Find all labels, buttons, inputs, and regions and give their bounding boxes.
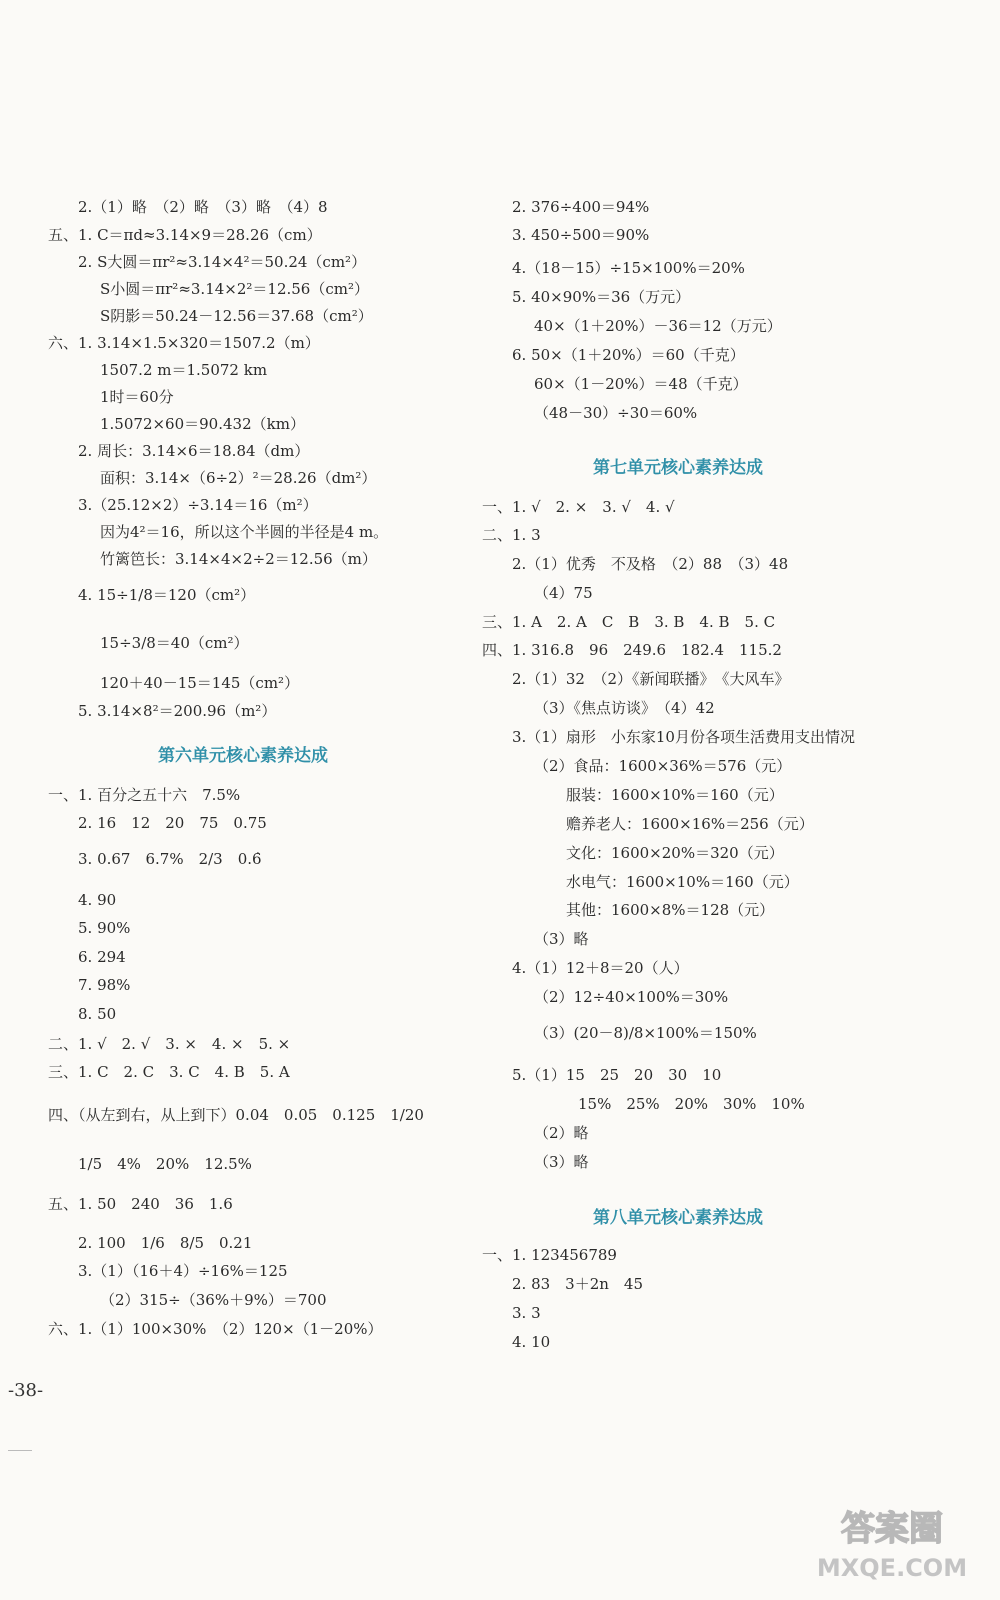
answer-line: 1时＝60分	[100, 388, 174, 406]
answer-line: 4.（1）12＋8＝20（人）	[512, 959, 689, 977]
answer-line: 二、1. 3	[482, 526, 541, 544]
answer-line: 4.（18－15）÷15×100%＝20%	[512, 259, 745, 277]
answer-line: 2.（1）略 （2）略 （3）略 （4）8	[78, 198, 328, 216]
answer-line: 5.（1）15 25 20 30 10	[512, 1066, 722, 1084]
answer-line: 其他：1600×8%＝128（元）	[566, 901, 775, 919]
answer-line: 五、1. 50 240 36 1.6	[48, 1195, 233, 1213]
answer-line: 一、1. 百分之五十六 7.5%	[48, 786, 241, 804]
answer-line: 4. 15÷1/8＝120（cm²）	[78, 586, 256, 604]
answer-line: （3）(20－8)/8×100%＝150%	[534, 1024, 757, 1042]
answer-line: （2）食品：1600×36%＝576（元）	[534, 757, 792, 775]
answer-line: （3）略	[534, 930, 589, 948]
answer-line: 三、1. A 2. A C B 3. B 4. B 5. C	[482, 613, 776, 631]
answer-line: 一、1. 123456789	[482, 1246, 617, 1264]
footer-divider	[8, 1450, 32, 1451]
answer-line: 1.5072×60＝90.432（km）	[100, 415, 305, 433]
answer-line: （4）75	[534, 584, 593, 602]
answer-line: 4. 90	[78, 891, 117, 909]
answer-line: 3.（25.12×2）÷3.14＝16（m²）	[78, 496, 318, 514]
page-number: -38-	[8, 1380, 44, 1401]
answer-line: 2.（1）32 （2）《新闻联播》 《大风车》	[512, 670, 790, 688]
answer-line: 2. 376÷400＝94%	[512, 198, 650, 216]
answer-line: 水电气：1600×10%＝160（元）	[566, 873, 799, 891]
answer-line: 3. 3	[512, 1304, 541, 1322]
answer-line: 5. 40×90%＝36（万元）	[512, 288, 691, 306]
answer-line: 3.（1）扇形 小东家10月份各项生活费用支出情况	[512, 728, 855, 746]
answer-line: S小圆＝πr²≈3.14×2²＝12.56（cm²）	[100, 280, 369, 298]
answer-line: 120＋40－15＝145（cm²）	[100, 674, 300, 692]
answer-line: 6. 50×（1＋20%）＝60（千克）	[512, 346, 745, 364]
answer-line: 15÷3/8＝40（cm²）	[100, 634, 249, 652]
heading-unit8: 第八单元核心素养达成	[593, 1208, 763, 1228]
answer-line: 因为4²＝16，所以这个半圆的半径是4 m。	[100, 523, 389, 541]
answer-line: 3.（1）（16＋4）÷16%＝125	[78, 1262, 288, 1280]
answer-line: 2. 16 12 20 75 0.75	[78, 814, 267, 832]
answer-line: 六、1. 3.14×1.5×320＝1507.2（m）	[48, 334, 320, 352]
heading-unit7: 第七单元核心素养达成	[593, 458, 763, 478]
answer-line: （2）略	[534, 1124, 589, 1142]
answer-line: 5. 90%	[78, 919, 131, 937]
answer-line: 60×（1－20%）＝48（千克）	[534, 375, 748, 393]
answer-line: 五、1. C＝πd≈3.14×9＝28.26（cm）	[48, 226, 322, 244]
answer-line: 1/5 4% 20% 12.5%	[78, 1155, 252, 1173]
answer-line: 2. S大圆＝πr²≈3.14×4²＝50.24（cm²）	[78, 253, 367, 271]
answer-line: （48－30）÷30＝60%	[534, 404, 698, 422]
answer-line: 3. 450÷500＝90%	[512, 226, 650, 244]
answer-line: 7. 98%	[78, 976, 131, 994]
answer-line: 2. 100 1/6 8/5 0.21	[78, 1234, 253, 1252]
answer-line: 一、1. √ 2. × 3. √ 4. √	[482, 498, 675, 516]
heading-unit6: 第六单元核心素养达成	[158, 746, 328, 766]
answer-line: 1507.2 m＝1.5072 km	[100, 361, 268, 379]
answer-line: 赡养老人：1600×16%＝256（元）	[566, 815, 814, 833]
answer-line: 2. 周长：3.14×6＝18.84（dm）	[78, 442, 310, 460]
watermark-top-text: 答案圈	[841, 1509, 943, 1549]
answer-line: 服装：1600×10%＝160（元）	[566, 786, 784, 804]
answer-line: 六、1.（1）100×30% （2）120×（1－20%）	[48, 1320, 383, 1338]
answer-line: （2）12÷40×100%＝30%	[534, 988, 729, 1006]
answer-line: 40×（1＋20%）－36＝12（万元）	[534, 317, 782, 335]
answer-line: （2）315÷（36%＋9%）＝700	[100, 1291, 327, 1309]
answer-line: 4. 10	[512, 1333, 551, 1351]
answer-line: 15% 25% 20% 30% 10%	[578, 1095, 805, 1113]
answer-line: 5. 3.14×8²＝200.96（m²）	[78, 702, 277, 720]
answer-line: 三、1. C 2. C 3. C 4. B 5. A	[48, 1063, 290, 1081]
answer-line: 2. 83 3＋2n 45	[512, 1275, 644, 1293]
answer-line: 面积：3.14×（6÷2）²＝28.26（dm²）	[100, 469, 377, 487]
answer-line: 文化：1600×20%＝320（元）	[566, 844, 784, 862]
answer-line: S阴影＝50.24－12.56＝37.68（cm²）	[100, 307, 373, 325]
answer-line: 2.（1）优秀 不及格 （2）88 （3）48	[512, 555, 789, 573]
answer-line: （3）略	[534, 1153, 589, 1171]
answer-line: 6. 294	[78, 948, 126, 966]
answer-line: 8. 50	[78, 1005, 117, 1023]
answer-line: 四、（从左到右，从上到下）0.04 0.05 0.125 1/20	[48, 1106, 424, 1124]
watermark-logo	[812, 1500, 972, 1586]
answer-line: 四、1. 316.8 96 249.6 182.4 115.2	[482, 641, 782, 659]
watermark-bottom-text: MXQE.COM	[816, 1554, 968, 1582]
answer-line: 竹篱笆长：3.14×4×2÷2＝12.56（m）	[100, 550, 377, 568]
answer-line: 3. 0.67 6.7% 2/3 0.6̇	[78, 850, 262, 868]
answer-line: 二、1. √ 2. √ 3. × 4. × 5. ×	[48, 1035, 291, 1053]
answer-line: （3）《焦点访谈》 （4）42	[534, 699, 715, 717]
